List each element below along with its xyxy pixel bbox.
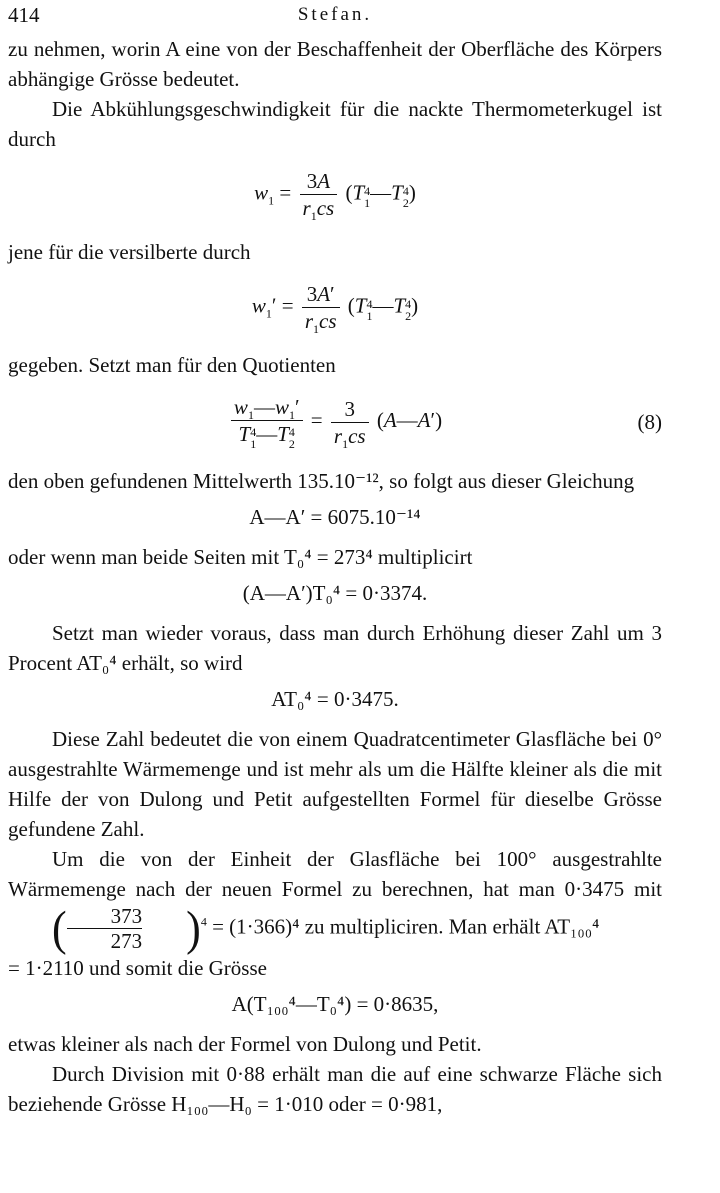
paragraph-4: gegeben. Setzt man für den Quotienten xyxy=(8,353,336,377)
paragraph-9-part-c: = 1·2110 und somit die Grösse xyxy=(8,956,267,981)
running-header xyxy=(8,0,662,34)
page xyxy=(8,0,662,1119)
paragraph-7: Setzt man wieder voraus, dass man durch Erhöhung dieser Zahl um 3 Procent AT₀⁴ erhält, so wird xyxy=(8,621,662,676)
equation-number: (8) xyxy=(637,410,662,435)
equation-6: AT₀⁴ = 0·3475. xyxy=(271,687,399,712)
paragraph-2: Die Abkühlungsgeschwindigkeit für die nackte Thermometerkugel ist durch xyxy=(8,97,662,151)
ratio-fraction: $\frac{373}{273}$ xyxy=(67,904,143,953)
equation-3: $w_1—w_1'$ T 4 1 —T 4 2 = $\frac{3}{r_1cs}$ (A—A′) (8) xyxy=(8,394,662,450)
running-title: Stefan. xyxy=(297,4,373,25)
paragraph-11: Durch Division mit 0·88 erhält man die auf eine schwarze Fläche sich beziehende Grösse H₁₀₀—H₀ = 1·010 oder = 0·981, xyxy=(8,1062,662,1117)
paragraph-6: oder wenn man beide Seiten mit T₀⁴ = 273⁴ multiplicirt xyxy=(8,545,473,570)
equation-1: $w_1$ = $\frac{3A}{r_1cs}$ (T 4 1 —T 4 2 ) xyxy=(254,169,416,224)
equation-7: A(T₁₀₀⁴—T₀⁴) = 0·8635, xyxy=(231,992,439,1017)
equation-2: $w_1'$ = $\frac{3A'}{r_1cs}$ (T 4 1 —T 4 2 ) xyxy=(251,282,419,337)
equation-4: A—A′ = 6075.10⁻¹⁴ xyxy=(249,505,421,530)
equation-5: (A—A′)T₀⁴ = 0·3374. xyxy=(242,581,428,606)
paragraph-9: Um die von der Einheit der Glasfläche bei 100° ausgestrahlte Wärmemenge nach der neuen Formel zu berechnen, hat man 0·3475 mit ( $\frac{373}{273}$ )$^4$ = (1·366)⁴ zu multipliciren. Man erhält AT₁₀₀⁴ xyxy=(8,847,662,956)
paragraph-5: den oben gefundenen Mittelwerth 135.10⁻¹², so folgt aus dieser Gleichung xyxy=(8,469,635,494)
paragraph-10: etwas kleiner als nach der Formel von Dulong und Petit. xyxy=(8,1032,482,1057)
paragraph-8: Diese Zahl bedeutet die von einem Quadratcentimeter Glasfläche bei 0° ausgestrahlte Wärmemenge und ist mehr als um die Hälfte kleiner als die mit Hilfe der von Dulong und Petit aufgestellten Formel für dieselbe Grösse gefundene Zahl. xyxy=(8,727,662,842)
paragraph-9-part-b: = (1·366)⁴ zu multipliciren. Man erhält AT₁₀₀⁴ xyxy=(212,914,600,939)
paragraph-3: jene für die versilberte durch xyxy=(8,240,251,264)
paragraph-9-part-a: Um die von der Einheit der Glasfläche bei 100° ausgestrahlte Wärmemenge nach der neuen Formel zu berechnen, hat man 0·3475 mit xyxy=(8,847,662,902)
paragraph-1: zu nehmen, worin A eine von der Beschaffenheit der Oberfläche des Körpers abhängige Grösse bedeutet. xyxy=(8,37,662,91)
page-number: 414 xyxy=(8,3,40,27)
